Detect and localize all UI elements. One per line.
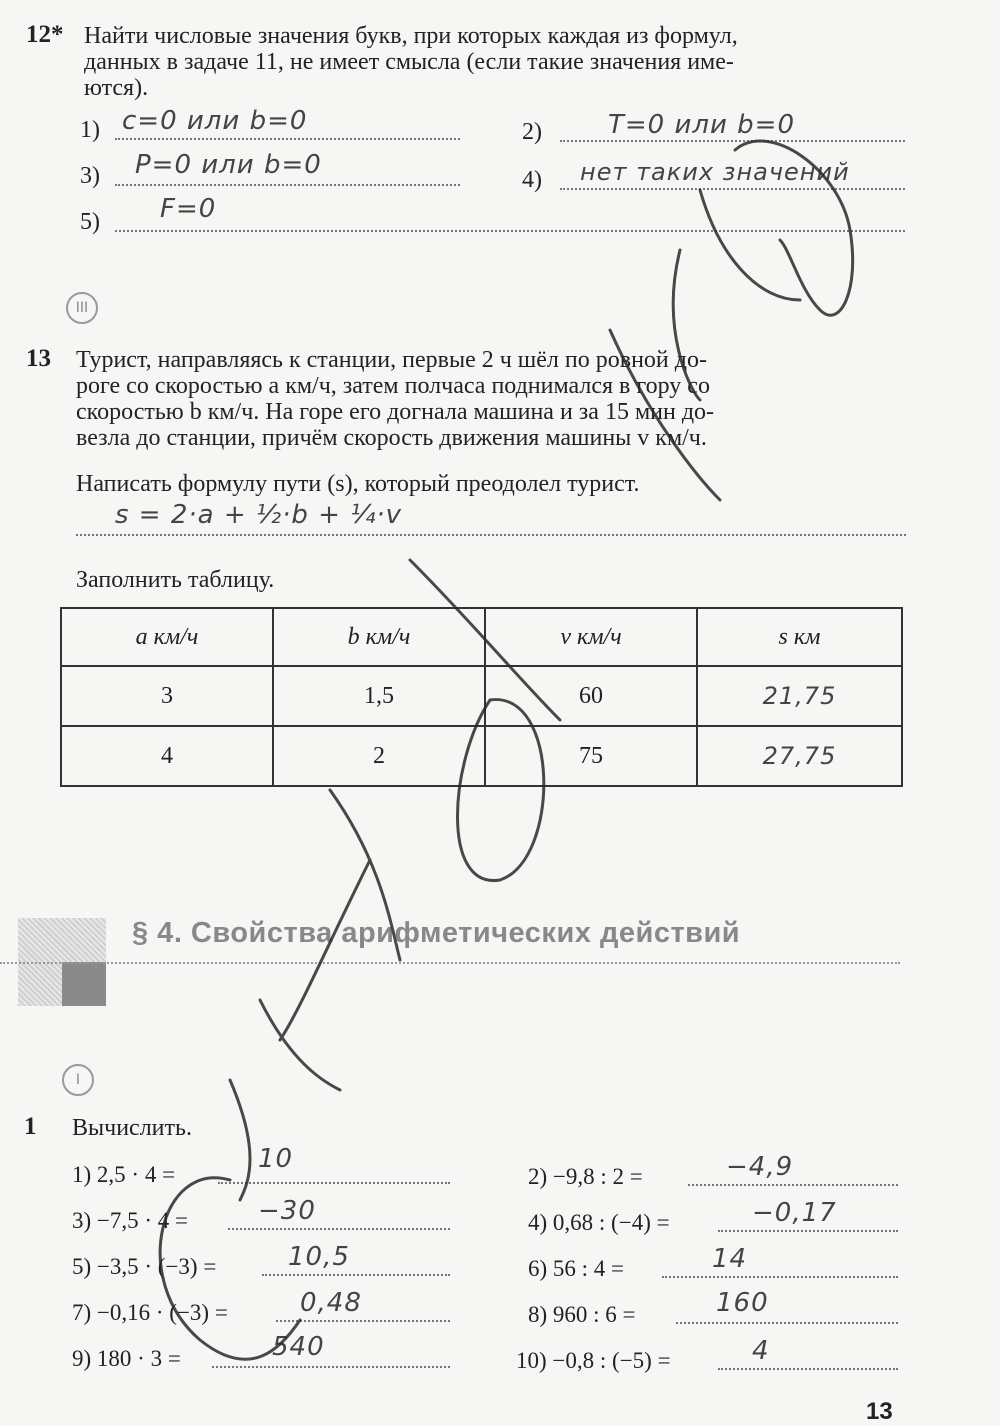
task1-item-label: 8) — [528, 1302, 548, 1327]
table-header-cell: a км/ч — [61, 608, 273, 666]
task12-item1-label: 1) — [80, 117, 100, 143]
task1-item-expr: −9,8 : 2 = — [552, 1164, 643, 1189]
table-header-cell: s км — [697, 608, 902, 666]
task12-item1-answer: c=0 или b=0 — [122, 106, 308, 136]
task1-item-expr: −0,8 : (−5) = — [552, 1348, 671, 1373]
level-badge-iii: III — [66, 292, 98, 324]
task1-item-label: 10) — [516, 1348, 547, 1373]
task1-item-label: 1) — [72, 1162, 92, 1187]
table-cell-answer: 27,75 — [697, 726, 902, 786]
task1-item-answer: 10,5 — [288, 1242, 350, 1272]
section-title: § 4. Свойства арифметических действий — [132, 917, 741, 949]
task1-item-label: 9) — [72, 1346, 92, 1371]
level-badge-i: I — [62, 1064, 94, 1096]
task1-item-label: 7) — [72, 1300, 92, 1325]
task12-item4-label: 4) — [522, 167, 542, 193]
task13-formula-answer: s = 2·a + ½·b + ¼·v — [115, 500, 403, 530]
table-cell: 1,5 — [273, 666, 485, 726]
task13-number: 13 — [26, 345, 51, 372]
task1-item-answer: 10 — [258, 1144, 294, 1174]
task13-formula-prompt: Написать формулу пути (s), который преодолел турист. — [76, 471, 640, 497]
task1-prompt: Вычислить. — [72, 1115, 192, 1141]
task1-item-expr: 960 : 6 = — [552, 1302, 636, 1327]
task1-item-expr: −3,5 · (−3) = — [96, 1254, 217, 1279]
task1-item-expr: −7,5 · 4 = — [96, 1208, 189, 1233]
task12-text-line1: Найти числовые значения букв, при которых каждая из формул, — [84, 23, 738, 49]
table-header-cell: v км/ч — [485, 608, 697, 666]
task13-line1: Турист, направляясь к станции, первые 2 ч шёл по ровной до- — [76, 347, 707, 373]
task12-item5-answer: F=0 — [160, 194, 217, 224]
task1-item-answer: 0,48 — [300, 1288, 362, 1318]
task1-item-answer: 14 — [712, 1244, 748, 1274]
task1-item-label: 4) — [528, 1210, 548, 1235]
task1-item-expr: −0,16 · (−3) = — [96, 1300, 228, 1325]
task12-number: 12* — [26, 21, 64, 48]
task12-text-line3: ются). — [84, 75, 149, 101]
task13-table-prompt: Заполнить таблицу. — [76, 567, 275, 593]
task1-item-answer: −30 — [258, 1196, 316, 1226]
task12-item2-label: 2) — [522, 119, 542, 145]
task12-item3-label: 3) — [80, 163, 100, 189]
task12-item3-answer: P=0 или b=0 — [135, 150, 322, 180]
table-cell: 4 — [61, 726, 273, 786]
task1-item-answer: 160 — [716, 1288, 769, 1318]
task1-item-expr: 2,5 · 4 = — [96, 1162, 176, 1187]
task13-line3: скоростью b км/ч. На горе его догнала машина и за 15 мин до- — [76, 399, 715, 425]
table-header-cell: b км/ч — [273, 608, 485, 666]
task12-item5-label: 5) — [80, 209, 100, 235]
table-cell: 3 — [61, 666, 273, 726]
table-cell-answer: 21,75 — [697, 666, 902, 726]
task1-item-expr: 0,68 : (−4) = — [552, 1210, 670, 1235]
table-cell: 75 — [485, 726, 697, 786]
task12-text-line2: данных в задаче 11, не имеет смысла (если такие значения име- — [84, 49, 734, 75]
task1-item-label: 2) — [528, 1164, 548, 1189]
task12-item4-answer: нет таких значений — [580, 158, 850, 186]
task1-item-label: 3) — [72, 1208, 92, 1233]
task1-item-label: 6) — [528, 1256, 548, 1281]
task13-line2: роге со скоростью a км/ч, затем полчаса поднимался в гору со — [76, 373, 710, 399]
task1-item-label: 5) — [72, 1254, 92, 1279]
task1-item-answer: −0,17 — [752, 1198, 837, 1228]
task1-item-answer: −4,9 — [726, 1152, 794, 1182]
task1-item-answer: 4 — [752, 1336, 770, 1366]
task12-item2-answer: T=0 или b=0 — [608, 110, 795, 140]
task1-item-expr: 56 : 4 = — [552, 1256, 625, 1281]
task13-line4: везла до станции, причём скорость движения машины v км/ч. — [76, 425, 707, 451]
table-cell: 2 — [273, 726, 485, 786]
page-number: 13 — [866, 1398, 893, 1425]
table-cell: 60 — [485, 666, 697, 726]
task1-item-expr: 180 · 3 = — [96, 1346, 181, 1371]
task1-item-answer: 540 — [272, 1332, 325, 1362]
task1-number: 1 — [24, 1113, 37, 1140]
